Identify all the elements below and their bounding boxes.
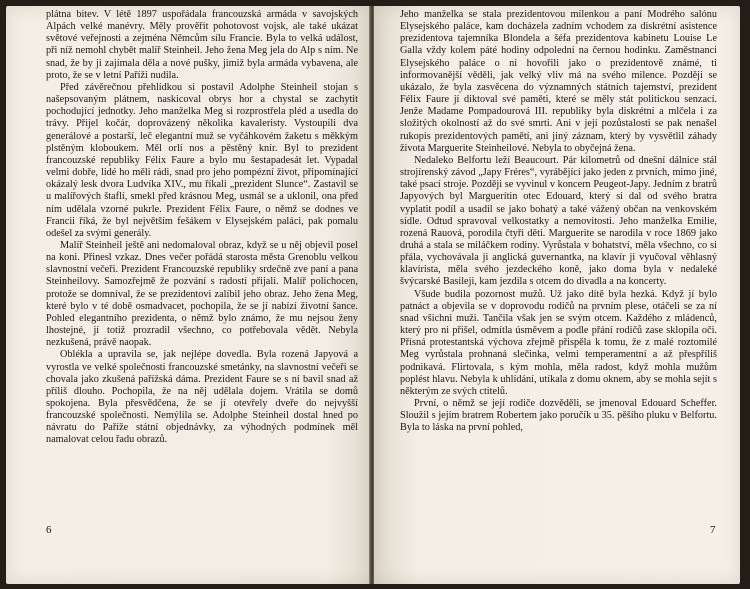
right-paragraph-4: První, o němž se její rodiče dozvěděli, se jmenoval Edouard Scheffer. Sloužil s jejím bratrem Robertem jako poručík u 35. pěšího pluku v Belfortu. Byla to láska na první pohled, bbox=[400, 398, 717, 434]
left-page-text bbox=[46, 9, 358, 447]
left-page-number: 6 bbox=[46, 524, 52, 536]
left-paragraph-3: Malíř Steinheil ještě ani nedomaloval obraz, když se u něj objevil posel na koni. Přinesl vzkaz. Dnes večer pořádá starosta města Grenoblu velkou slavnostní večeři. Prezident Francouzské republiky srdečně zve paní a pana Steinheilovy. Samozřejmě že pozvání s radostí přijali. Malíř polichocen, protože se domníval, že se prezidentovi zalíbil jeho obraz. Jeho žena Meg, které bylo v té době osmadvacet, pochopila, že se jí nabízí životní šance. Pohled elegantního prezidenta, o němž bylo známo, že mu nejsou ženy lhostejné, jí totiž prozradil všechno, co potřebovala vědět. Nebyla nezkušená, právě naopak. bbox=[46, 239, 358, 349]
left-paragraph-4: Oblékla a upravila se, jak nejlépe dovedla. Byla rozená Japyová a vyrostla ve velké společnosti francouzské smetánky, na slavnostní večeři se chovala jako zkušená pařížská dáma. Prezident Faure se s ní bavil snad až příliš dlouho. Pochopila, že na něj udělala dojem. Vrátila se domů spokojena. Byla přesvědčena, že se jí otevřely dveře do nejvyšší francouzské společnosti. Nemýlila se. Adolphe Steinheil dostal hned po návratu do Paříže státní objednávky, za výhodných podmínek měl namalovat celou řadu obrazů. bbox=[46, 349, 358, 446]
right-page-text bbox=[400, 9, 717, 434]
left-paragraph-2: Před závěrečnou přehlídkou si postavil Adolphe Steinheil stojan s našepsovaným plátnem, naskicoval obrys hor a chystal se zachytit pochodující jednotky. Jeho manželka Meg si rozprostřela pléd a usedla do trávy. Přijel kočár, doprovázený několika kavaleristy. Vystoupili dva generálové a postarší, leč elegantní muž se vyčáhkovém žaketu s měkkým plstěným kloboukem. Měl orlí nos a pěstěný knír. Byl to prezident francouzské republiky Félix Faure a bylo mu šestapadesát let. Vypadal velmi dobře, lidé ho měli rádi, snad pro jeho pompézní život, připomínající okázalý lesk dvora Ludvíka XIV., mu říkali „prezident Slunce“. Zastavil se u malířových štaflí, smekl před krásnou Meg, usmál se a uklonil, ona před ním udělala vzorné pukrle. Prezident Félix Faure, o němž se dodnes ve Francii říká, že byl největším fešákem v Elysejském paláci, pak pomalu odešel za svými generály. bbox=[46, 81, 358, 239]
right-page-number: 7 bbox=[710, 524, 716, 536]
right-paragraph-3: Všude budila pozornost mužů. Už jako dítě byla hezká. Když jí bylo patnáct a objevila se v doprovodu rodičů na prvním plese, otáčeli se za ní snad všichni muži. Tančila však jen se svým otcem. Každého z mládenců, který pro ni přišel, odmítla úsměvem a podle přání rodičů zase sklopila oči. Přísná protestantská výchova zřejmě přispěla k tomu, že z malé roztomilé Meg vyrůstala prohnaná slečinka, velmi temperamentní a až přespříliš podnikavá. Flirtovala, s kým mohla, měla radost, když mohla mužům poplést hlavu. Nebyla k uhlídání, utíkala z domu oknem, aby se mohla sejít s některým ze svých ctitelů. bbox=[400, 288, 717, 397]
right-paragraph-2: Nedaleko Belfortu leží Beaucourt. Pár kilometrů od dnešní dálnice stál strojírenský závod „Japy Fréres“, vyrábějící jako jeden z prvních, mimo jiné, také psací stroje. Později se vyvinul v koncern Peugeot-Japy. Jedním z bratrů Japyových byl Marguerítin otec Edouard, který si dal od svého bratra vyplatit podíl a usadil se jako bohatý a také vážený občan na venkovském sídle. Odtud spravoval velkostatky a nemovitosti. Jeho manželka Emilie, rozená Rauová, porodila čtyři děti. Marguerite se narodila v roce 1869 jako druhá a stala se miláčkem rodiny. Vyrůstala v bohatství, měla všechno, co si přála, vychovávala ji anglická guvernantka, na klavír ji vyučoval věhlasný klavírista, měla svého jezdeckého koně, jako doma byla v nedaleké švýcarské Basileji, kam jezdila s otcem do divadla a na koncerty. bbox=[400, 154, 717, 288]
right-paragraph-1: Jeho manželka se stala prezidentovou milenkou a paní Modrého salónu Elysejského paláce, kam docházela zadním vchodem za diskrétní asistence prezidentova tajemníka Blondela a šéfa prezidentova kabinetu Louise Le Galla vždy kolem páté hodiny odpolední na černou hodinku. Zaměstnanci Elysejského paláce o ní hovořili jako o prezidentově známé, ti informovanější věděli, jak velký vliv má na svého milence. Později se ukázalo, že byla zasvěcena do významných státních tajemství, prezident Félix Faure jí diktoval své paměti, které se měly stát politickou senzací. Jenže Madame Pompadourová III. republiky byla diskrétní a mlčela i za složitých okolností až do své smrti. Ani v její pozůstalosti se pak nenašel rukopis prezidentových pamětí, ani jiný záznam, který by vysvětlil záhady života Marguerite Steinheilové. Nebyla to obyčejná žena. bbox=[400, 9, 717, 154]
left-page bbox=[6, 6, 370, 584]
right-page bbox=[374, 6, 740, 584]
left-paragraph-1: plátna bitev. V létě 1897 uspořádala francouzská armáda v savojských Alpách velké manévry. Měly prověřit pohotovost vojsk, ale také ukázat světové veřejnosti a zejména Němcům sílu Francie. Byla to velká událost, při níž nemohl chybět malíř Steinheil. Jeho žena Meg jela do Alp s ním. Ne snad, že by ji zajímala děla a nové pušky, jimiž byla armáda vybavena, ale proto, že se v letní Paříži nudila. bbox=[46, 9, 358, 81]
